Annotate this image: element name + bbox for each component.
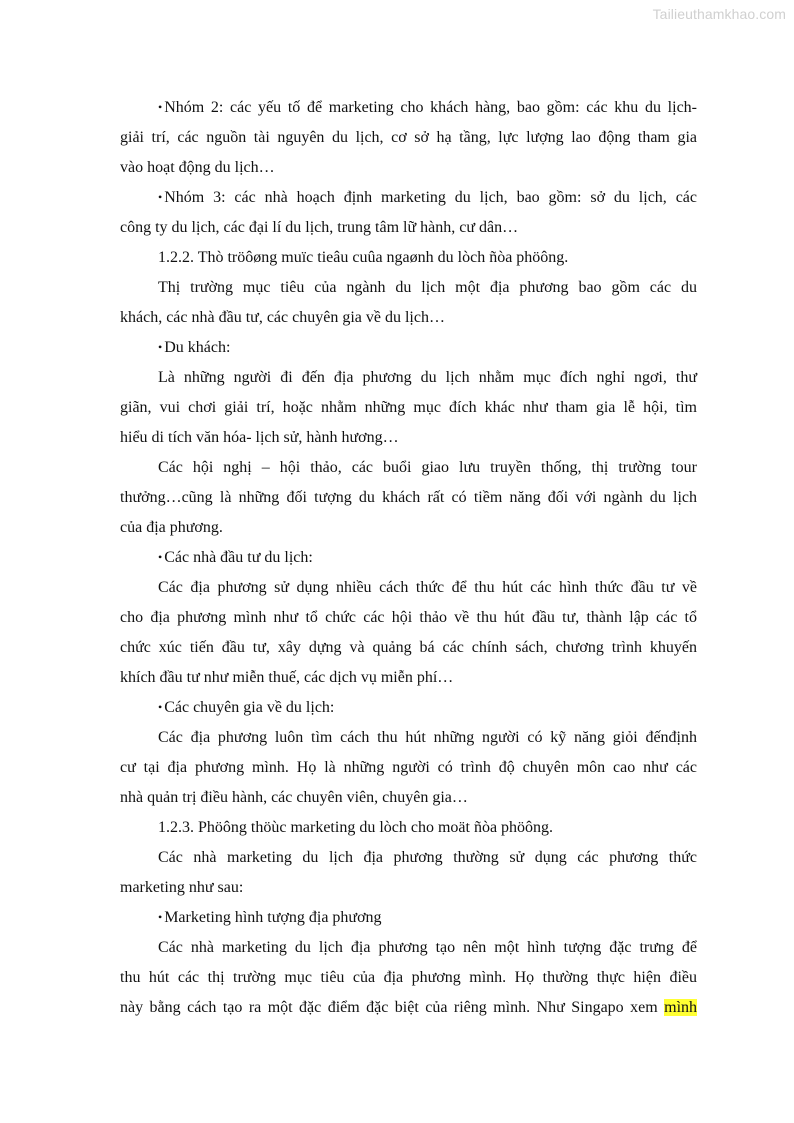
bullet-line: • Du khách: (120, 333, 697, 363)
text-line: của địa phương. (120, 519, 223, 536)
bullet-line: • Nhóm 3: các nhà hoạch định marketing du lịch, bao gồm: sở du lịch, các (120, 183, 697, 213)
bullet-line: • Các nhà đầu tư du lịch: (120, 543, 697, 573)
text-line: vào hoạt động du lịch… (120, 159, 275, 176)
bullet-line: • Nhóm 2: các yếu tố để marketing cho khách hàng, bao gồm: các khu du lịch- (120, 93, 697, 123)
text-line: Là những người đi đến địa phương du lịch nhằm mục đích nghỉ ngơi, thư (158, 369, 697, 386)
text-line-last (120, 993, 697, 1023)
watermark-text: Tailieuthamkhao.com (652, 6, 786, 22)
last-line-text: này bằng cách tạo ra một đặc điểm đặc biệt của riêng mình. Như Singapo xem (120, 999, 658, 1016)
highlighted-word: mình (664, 999, 698, 1016)
document-body (120, 93, 697, 1023)
text-line: giải trí, các nguồn tài nguyên du lịch, cơ sở hạ tầng, lực lượng lao động tham gia (120, 129, 697, 146)
text-line: chức xúc tiến đầu tư, xây dựng và quảng bá các chính sách, chương trình khuyến (120, 639, 697, 656)
text-line: Các địa phương luôn tìm cách thu hút những người có kỹ năng giỏi đếnđịnh (158, 729, 697, 746)
text-line: Các địa phương sử dụng nhiều cách thức để thu hút các hình thức đầu tư về (158, 579, 697, 596)
text-line: khách, các nhà đầu tư, các chuyên gia về du lịch… (120, 309, 445, 326)
text-line: cho địa phương mình như tổ chức các hội thảo về thu hút đầu tư, thành lập các tổ (120, 609, 697, 626)
text-line: khích đầu tư như miễn thuế, các dịch vụ miễn phí… (120, 669, 454, 686)
text-line: Thị trường mục tiêu của ngành du lịch một địa phương bao gồm các du (158, 279, 697, 296)
text-line: thưởng…cũng là những đối tượng du khách rất có tiềm năng đối với ngành du lịch (120, 489, 697, 506)
text-line: công ty du lịch, các đại lí du lịch, trung tâm lữ hành, cư dân… (120, 219, 519, 236)
text-line: marketing như sau: (120, 879, 244, 896)
text-line: 1.2.2. Thò tröôøng muïc tieâu cuûa ngaønh du lòch ñòa phöông. (158, 249, 569, 266)
paragraph-lines (120, 93, 697, 993)
text-line: hiểu di tích văn hóa- lịch sử, hành hương… (120, 429, 399, 446)
text-line: Các hội nghị – hội thảo, các buổi giao lưu truyền thống, thị trường tour (158, 459, 697, 476)
bullet-line: • Marketing hình tượng địa phương (120, 903, 697, 933)
text-line: giãn, vui chơi giải trí, hoặc nhằm những mục đích khác như tham gia lễ hội, tìm (120, 399, 697, 416)
text-line: thu hút các thị trường mục tiêu của địa phương mình. Họ thường thực hiện điều (120, 969, 697, 986)
text-line: Các nhà marketing du lịch địa phương tạo nên một hình tượng đặc trưng để (158, 939, 697, 956)
bullet-line: • Các chuyên gia về du lịch: (120, 693, 697, 723)
text-line: cư tại địa phương mình. Họ là những người có trình độ chuyên môn cao như các (120, 759, 697, 776)
text-line: Các nhà marketing du lịch địa phương thường sử dụng các phương thức (158, 849, 697, 866)
text-line: 1.2.3. Phöông thöùc marketing du lòch cho moät ñòa phöông. (158, 819, 554, 836)
text-line: nhà quản trị điều hành, các chuyên viên, chuyên gia… (120, 789, 468, 806)
